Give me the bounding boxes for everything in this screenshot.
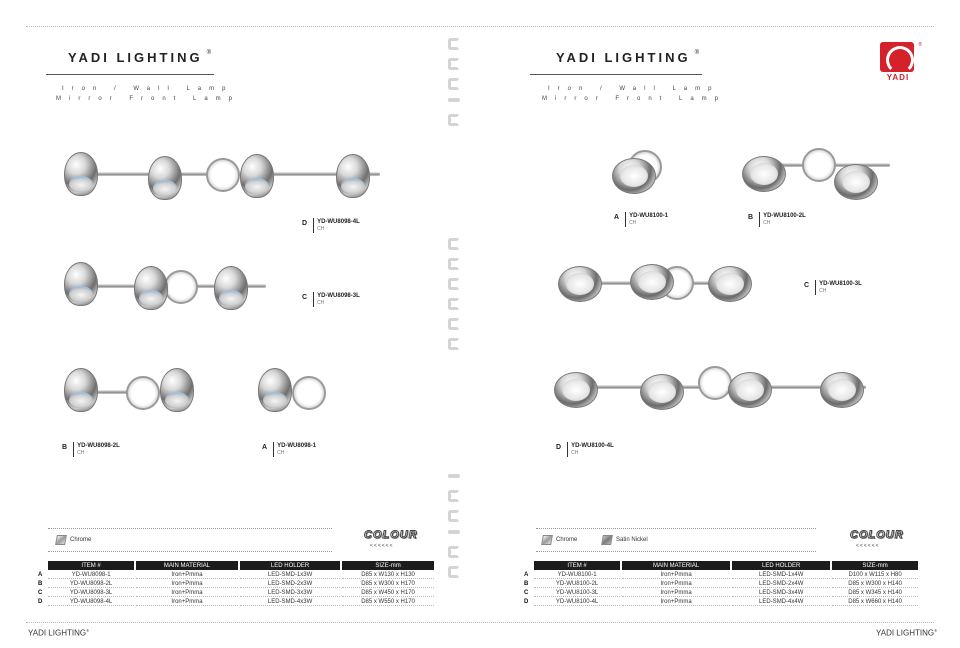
- cell-led: LED-SMD-3x4W: [732, 589, 830, 597]
- gutter-decoration-bottom: [448, 470, 462, 586]
- colour-label: Chrome: [556, 537, 578, 543]
- subtitle-line-2: Mirror Front Lamp: [56, 96, 241, 102]
- lamp-head: [554, 372, 598, 408]
- cell-led: LED-SMD-2x4W: [732, 580, 830, 588]
- cell-item: YD-WU8098-2L: [48, 580, 134, 588]
- table-row: [36, 589, 434, 597]
- cell-size: D100 x W115 x H80: [832, 571, 918, 579]
- item-label-b: [62, 442, 120, 457]
- item-code: YD-WU8100-4L: [571, 443, 614, 449]
- column-header: SIZE-mm: [832, 561, 918, 570]
- cell-size: D85 x W450 x H170: [342, 589, 434, 597]
- cell-item: YD-WU8098-1: [48, 571, 134, 579]
- gutter-glyph: [448, 530, 460, 534]
- cell-material: Iron+Pmma: [136, 598, 238, 606]
- item-code: YD-WU8098-3L: [317, 293, 360, 299]
- satin-nickel-swatch: [601, 535, 613, 545]
- item-finish: CH: [819, 288, 827, 294]
- item-letter: A: [262, 444, 268, 451]
- colour-arrows: <<<<<<: [856, 543, 880, 549]
- row-letter: C: [38, 590, 43, 596]
- table-row: [36, 598, 434, 606]
- lamp-head: [134, 266, 168, 310]
- table-header-row: [522, 561, 918, 570]
- colour-arrows: <<<<<<: [370, 543, 394, 549]
- lamp-head: [160, 368, 194, 412]
- item-code: YD-WU8100-1: [629, 213, 669, 219]
- cell-material: Iron+Pmma: [136, 589, 238, 597]
- item-letter: C: [302, 294, 308, 301]
- brand-text: YADI LIGHTING: [68, 50, 203, 65]
- row-letter: A: [38, 572, 43, 578]
- cell-item: YD-WU8098-4L: [48, 598, 134, 606]
- gutter-glyph: [448, 474, 460, 478]
- footer-text: YADI LIGHTING: [28, 628, 87, 638]
- row-letter: D: [524, 599, 529, 605]
- logo-registered-mark: ®: [918, 42, 922, 48]
- gutter-glyph: [448, 238, 460, 250]
- lamp-head: [558, 266, 602, 302]
- cell-material: Iron+Pmma: [622, 571, 730, 579]
- lamp-head: [708, 266, 752, 302]
- chrome-swatch: [55, 535, 67, 545]
- lamp-head: [820, 372, 864, 408]
- cell-item: YD-WU8100-4L: [534, 598, 620, 606]
- item-finish: CH: [763, 220, 771, 226]
- cell-led: LED-SMD-3x3W: [240, 589, 340, 597]
- cell-size: D85 x W300 x H140: [832, 580, 918, 588]
- gutter-glyph: [448, 510, 460, 522]
- lamp-head: [258, 368, 292, 412]
- colour-label: Satin Nickel: [616, 537, 648, 543]
- lamp-head: [834, 164, 878, 200]
- row-letter: C: [524, 590, 529, 596]
- item-letter: C: [804, 282, 810, 289]
- item-code: YD-WU8098-1: [277, 443, 317, 449]
- column-header: LED HOLDER: [240, 561, 340, 570]
- item-label-c: [302, 292, 360, 307]
- column-header: ITEM #: [48, 561, 134, 570]
- brand-title: [68, 50, 211, 65]
- gutter-glyph: [448, 58, 460, 70]
- wall-mount-plate: [126, 376, 160, 410]
- gutter-glyph: [448, 318, 460, 330]
- gutter-glyph: [448, 338, 460, 350]
- item-label-d: [556, 442, 614, 457]
- gutter-glyph: [448, 298, 460, 310]
- registered-mark: ®: [206, 50, 212, 56]
- item-label-a: [614, 212, 668, 227]
- lamp-head: [148, 156, 182, 200]
- cell-size: D85 x W300 x H170: [342, 580, 434, 588]
- subtitle-line-1: Iron / Wall Lamp: [548, 86, 720, 92]
- lamp-head: [240, 154, 274, 198]
- cell-item: YD-WU8100-3L: [534, 589, 620, 597]
- row-letter: B: [524, 581, 529, 587]
- gutter-glyph: [448, 38, 460, 50]
- column-header: LED HOLDER: [732, 561, 830, 570]
- cell-led: LED-SMD-4x3W: [240, 598, 340, 606]
- spec-table: [520, 560, 920, 607]
- item-letter: B: [748, 214, 754, 221]
- column-header: MAIN MATERIAL: [136, 561, 238, 570]
- row-letter: B: [38, 581, 43, 587]
- lamp-head: [640, 374, 684, 410]
- gutter-decoration-top: [448, 38, 462, 134]
- table-row: [522, 598, 918, 606]
- column-header: ITEM #: [534, 561, 620, 570]
- title-rule: [530, 74, 702, 75]
- lamp-head: [742, 156, 786, 192]
- table-row: [36, 580, 434, 588]
- brand-text: YADI LIGHTING: [556, 50, 691, 65]
- cell-size: D85 x W345 x H140: [832, 589, 918, 597]
- logo-icon: [880, 42, 914, 72]
- cell-item: YD-WU8098-3L: [48, 589, 134, 597]
- item-letter: A: [614, 214, 620, 221]
- item-finish: CH: [317, 300, 325, 306]
- item-letter: B: [62, 444, 68, 451]
- subtitle-line-2: Mirror Front Lamp: [542, 96, 727, 102]
- colour-options-row: [536, 528, 816, 552]
- lamp-head: [728, 372, 772, 408]
- lamp-head: [612, 158, 656, 194]
- footer-brand: [28, 628, 89, 638]
- wall-mount-plate: [698, 366, 732, 400]
- gutter-glyph: [448, 78, 460, 90]
- cell-item: YD-WU8100-2L: [534, 580, 620, 588]
- gutter-decoration-middle: [448, 238, 462, 358]
- left-page: [0, 0, 440, 648]
- row-letter: A: [524, 572, 529, 578]
- gutter-glyph: [448, 114, 460, 126]
- cell-led: LED-SMD-2x3W: [240, 580, 340, 588]
- lamp-head: [336, 154, 370, 198]
- gutter-glyph: [448, 546, 460, 558]
- item-code: YD-WU8098-4L: [317, 219, 360, 225]
- cell-item: YD-WU8100-1: [534, 571, 620, 579]
- cell-material: Iron+Pmma: [622, 580, 730, 588]
- lamp-head: [64, 152, 98, 196]
- gutter-glyph: [448, 490, 460, 502]
- lamp-head: [214, 266, 248, 310]
- cell-material: Iron+Pmma: [622, 598, 730, 606]
- logo-word: YADI: [886, 73, 910, 82]
- cell-material: Iron+Pmma: [622, 589, 730, 597]
- brand-title: [556, 50, 699, 65]
- subtitle-line-1: Iron / Wall Lamp: [62, 86, 234, 92]
- registered-mark: ®: [86, 628, 90, 633]
- item-label-b: [748, 212, 806, 227]
- registered-mark: ®: [934, 628, 938, 633]
- yadi-logo: [880, 42, 922, 86]
- item-finish: CH: [317, 226, 325, 232]
- gutter-glyph: [448, 98, 460, 102]
- lamp-head: [64, 262, 98, 306]
- cell-size: D85 x W660 x H140: [832, 598, 918, 606]
- table-row: [522, 589, 918, 597]
- lamp-head: [64, 368, 98, 412]
- item-code: YD-WU8100-2L: [763, 213, 806, 219]
- table-row: [522, 580, 918, 588]
- column-header: SIZE-mm: [342, 561, 434, 570]
- wall-mount-plate: [206, 158, 240, 192]
- footer-brand: [876, 628, 937, 638]
- gutter-glyph: [448, 278, 460, 290]
- item-code: YD-WU8098-2L: [77, 443, 120, 449]
- row-letter: D: [38, 599, 43, 605]
- cell-led: LED-SMD-1x4W: [732, 571, 830, 579]
- cell-size: D85 x W130 x H130: [342, 571, 434, 579]
- wall-mount-plate: [164, 270, 198, 304]
- item-label-c: [804, 280, 862, 295]
- gutter-glyph: [448, 566, 460, 578]
- footer-text: YADI LIGHTING: [876, 628, 935, 638]
- table-row: [36, 571, 434, 579]
- item-letter: D: [302, 220, 308, 227]
- wall-mount-plate: [802, 148, 836, 182]
- chrome-swatch: [541, 535, 553, 545]
- item-letter: D: [556, 444, 562, 451]
- colour-label: Chrome: [70, 537, 92, 543]
- colour-options-row: [48, 528, 332, 552]
- item-finish: CH: [629, 220, 637, 226]
- wall-mount-plate: [292, 376, 326, 410]
- item-finish: CH: [77, 450, 85, 456]
- table-row: [522, 571, 918, 579]
- lamp-head: [630, 264, 674, 300]
- spec-table: [34, 560, 436, 607]
- column-header: MAIN MATERIAL: [622, 561, 730, 570]
- registered-mark: ®: [694, 50, 700, 56]
- item-label-d: [302, 218, 360, 233]
- title-rule: [46, 74, 214, 75]
- cell-material: Iron+Pmma: [136, 580, 238, 588]
- cell-led: LED-SMD-1x3W: [240, 571, 340, 579]
- item-label-a: [262, 442, 316, 457]
- item-finish: CH: [571, 450, 579, 456]
- gutter-glyph: [448, 258, 460, 270]
- cell-led: LED-SMD-4x4W: [732, 598, 830, 606]
- item-finish: CH: [277, 450, 285, 456]
- colour-heading: COLOUR: [850, 529, 904, 541]
- cell-size: D85 x W550 x H170: [342, 598, 434, 606]
- cell-material: Iron+Pmma: [136, 571, 238, 579]
- item-code: YD-WU8100-3L: [819, 281, 862, 287]
- right-page: [480, 0, 960, 648]
- table-header-row: [36, 561, 434, 570]
- colour-heading: COLOUR: [364, 529, 418, 541]
